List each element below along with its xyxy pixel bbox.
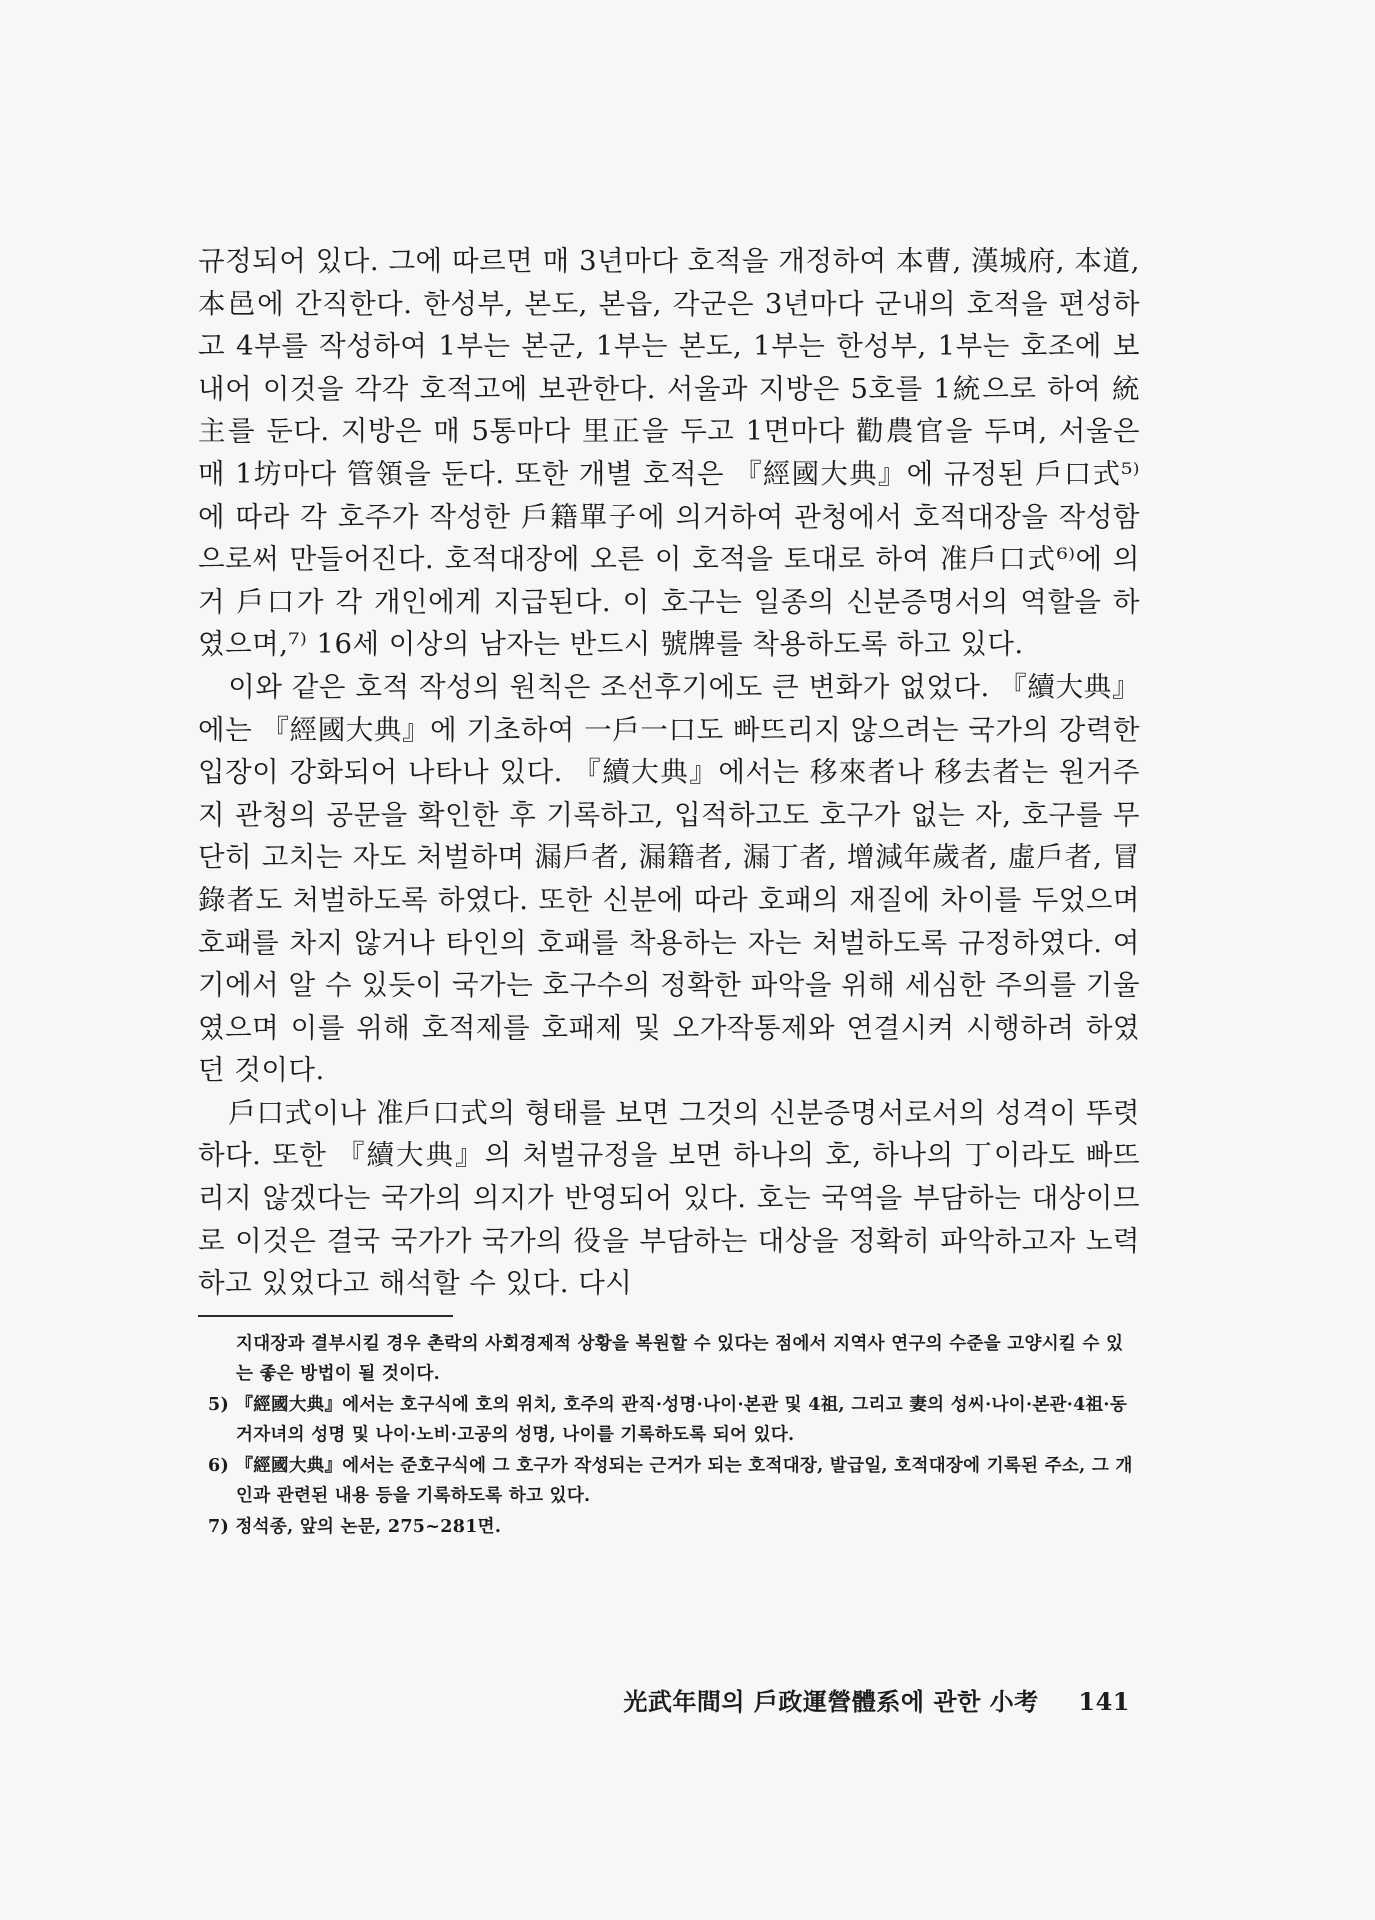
footnote-continuation: 지대장과 결부시킬 경우 촌락의 사회경제적 상황을 복원할 수 있다는 점에서 지역사 연구의 수준을 고양시킬 수 있는 좋은 방법이 될 것이다.: [236, 1333, 1124, 1385]
paragraph-3: 戶口式이나 准戶口式의 형태를 보면 그것의 신분증명서로서의 성격이 뚜렷하다. 또한 『續大典』의 처벌규정을 보면 하나의 호, 하나의 丁이라도 빠뜨리지 않겠다는 국가의 의지가 반영되어 있다. 호는 국역을 부담하는 대상이므로 이것은 결국 국가가 국가의 役을 부담하는 대상을 정확히 파악하고자 노력하고 있었다고 해석할 수 있다. 다시: [198, 1096, 1140, 1300]
page-number: 141: [1078, 1687, 1130, 1716]
paragraph-1: 규정되어 있다. 그에 따르면 매 3년마다 호적을 개정하여 本曹, 漢城府, 本道, 本邑에 간직한다. 한성부, 본도, 본읍, 각군은 3년마다 군내의 호적을 편성하고 4부를 작성하여 1부는 본군, 1부는 본도, 1부는 한성부, 1부는 호조에 보내어 이것을 각각 호적고에 보관한다. 서울과 지방은 5호를 1統으로 하여 統主를 둔다. 지방은 매 5통마다 里正을 두고 1면마다 勸農官을 두며, 서울은 매 1坊마다 管領을 둔다. 또한 개별 호적은 『經國大典』에 규정된 戶口式⁵⁾에 따라 각 호주가 작성한 戶籍單子에 의거하여 관청에서 호적대장을 작성함으로써 만들어진다. 호적대장에 오른 이 호적을 토대로 하여 准戶口式⁶⁾에 의거 戶口가 각 개인에게 지급된다. 이 호구는 일종의 신분증명서의 역할을 하였으며,⁷⁾ 16세 이상의 남자는 반드시 號牌를 착용하도록 하고 있다.: [198, 245, 1140, 661]
footnotes: [198, 1329, 1140, 1543]
footnote-7: 7) 정석종, 앞의 논문, 275~281면.: [208, 1516, 502, 1537]
footnote-5: 5) 『經國大典』에서는 호구식에 호의 위치, 호주의 관직·성명·나이·본관 및 4祖, 그리고 妻의 성씨·나이·본관·4祖·동거자녀의 성명 및 나이·노비·고공의 성명, 나이를 기록하도록 되어 있다.: [208, 1394, 1128, 1446]
running-title: 光武年間의 戶政運營體系에 관한 小考: [623, 1687, 1039, 1716]
body-text: [198, 240, 1140, 1305]
footnote-divider: [198, 1315, 453, 1317]
running-footer: [610, 1682, 1130, 1717]
page: [198, 240, 1140, 1542]
paragraph-2: 이와 같은 호적 작성의 원칙은 조선후기에도 큰 변화가 없었다. 『續大典』에는 『經國大典』에 기초하여 一戶一口도 빠뜨리지 않으려는 국가의 강력한 입장이 강화되어 나타나 있다. 『續大典』에서는 移來者나 移去者는 원거주지 관청의 공문을 확인한 후 기록하고, 입적하고도 호구가 없는 자, 호구를 무단히 고치는 자도 처벌하며 漏戶者, 漏籍者, 漏丁者, 增減年歲者, 虛戶者, 冒錄者도 처벌하도록 하였다. 또한 신분에 따라 호패의 재질에 차이를 두었으며 호패를 차지 않거나 타인의 호패를 착용하는 자는 처벌하도록 규정하였다. 여기에서 알 수 있듯이 국가는 호구수의 정확한 파악을 위해 세심한 주의를 기울였으며 이를 위해 호적제를 호패제 및 오가작통제와 연결시켜 시행하려 하였던 것이다.: [198, 670, 1140, 1087]
footnote-6: 6) 『經國大典』에서는 준호구식에 그 호구가 작성되는 근거가 되는 호적대장, 발급일, 호적대장에 기록된 주소, 그 개인과 관련된 내용 등을 기록하도록 하고 있다.: [208, 1455, 1133, 1507]
